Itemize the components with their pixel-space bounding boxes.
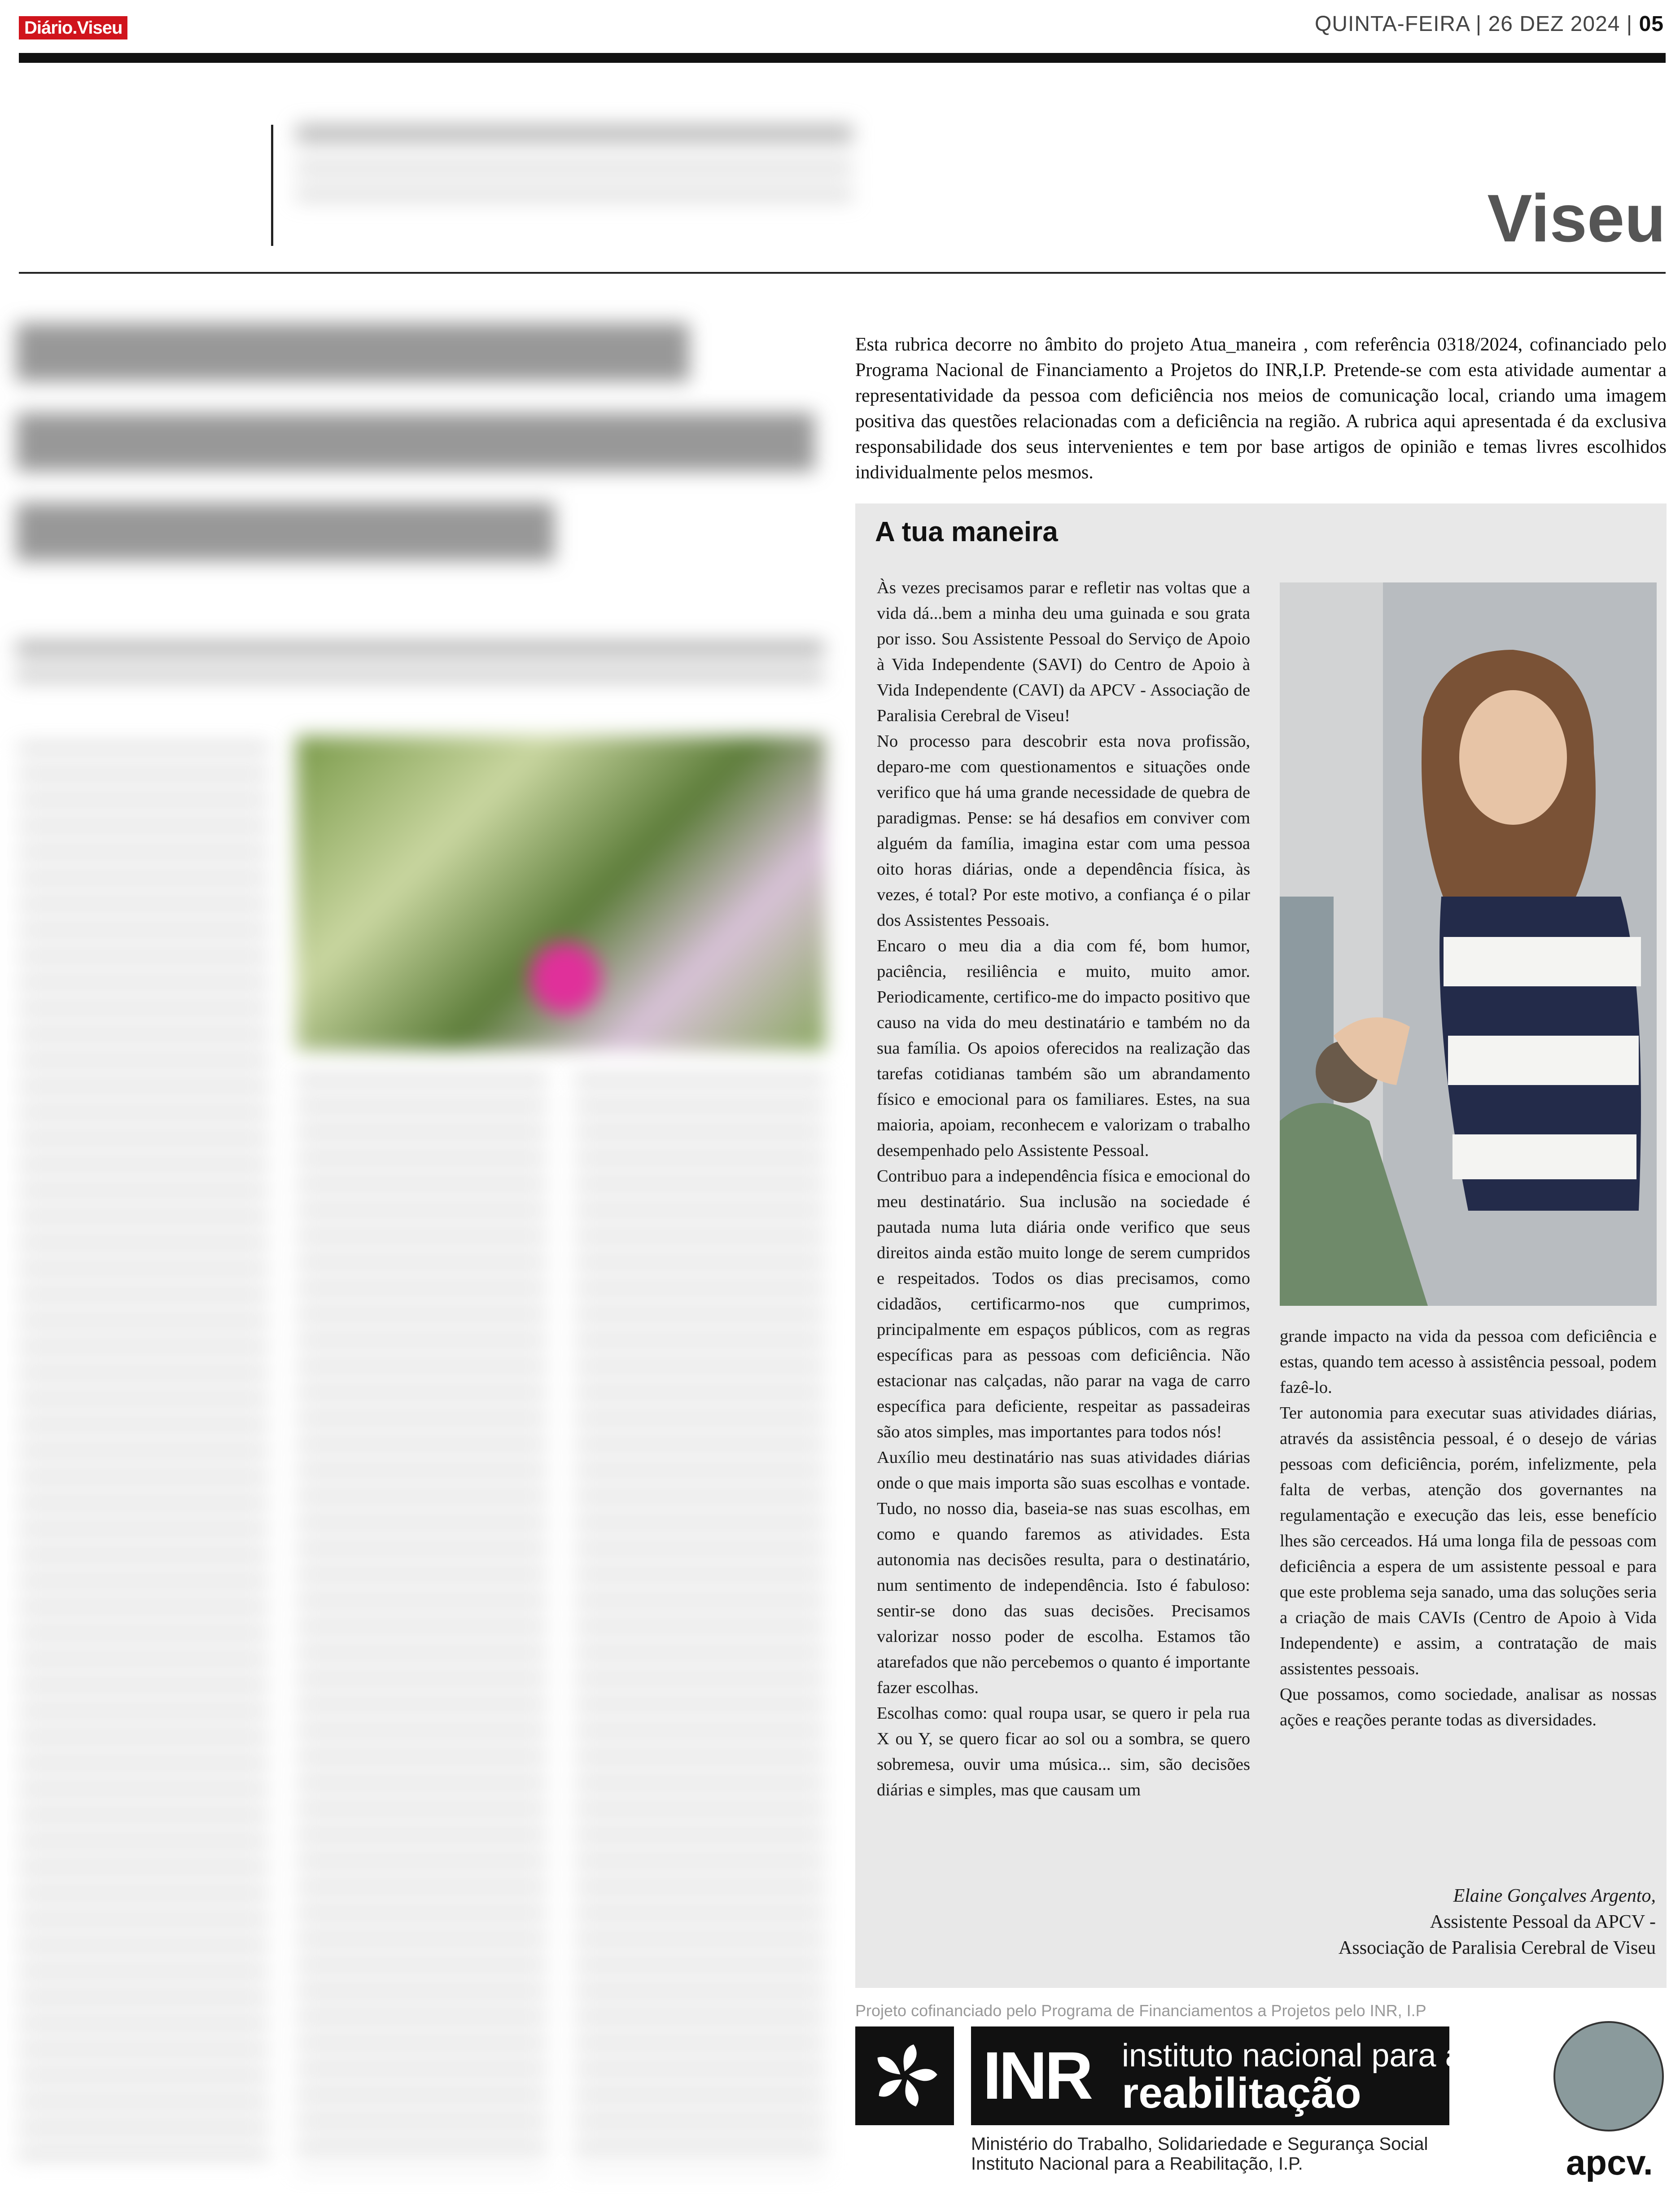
inr-mark: INR [983, 2038, 1091, 2113]
article-title: A tua maneira [875, 516, 1058, 547]
separator: | [1626, 12, 1633, 36]
section-title: Viseu [1487, 180, 1666, 256]
paragraph: Encaro o meu dia a dia com fé, bom humor, paciência, resiliência e muito, muito amor. Periodicamente, certifico-me do impacto positivo que causo na vida do meu destinatário e também no da sua família. Os apoios oferecidos na realização das tarefas cotidianas também são um abrandamento físico e emocional para os familiares. Estes, na sua maioria, apoiam, reconhecem e valorizam o trabalho desempenhado pelo Assistente Pessoal. [877, 937, 1250, 1160]
apcv-logo-emblem [1553, 2021, 1664, 2131]
masthead-logo[interactable]: Diário.Viseu [19, 16, 127, 39]
vertical-divider [271, 125, 273, 246]
article-column-1 [877, 575, 1250, 1803]
author-signature [1339, 1883, 1656, 1961]
separator: | [1475, 12, 1482, 36]
blurred-teaser [296, 120, 853, 255]
header-dateline [1315, 12, 1664, 36]
article-column-2 [1280, 1324, 1657, 1733]
author-role: Assistente Pessoal da APCV - [1430, 1912, 1656, 1932]
inr-name-line-2: reabilitação [1122, 2069, 1361, 2117]
ministry-line-2: Instituto Nacional para a Reabilitação, I.P. [971, 2154, 1303, 2174]
paragraph: Que possamos, como sociedade, analisar as nossas ações e reações perante todas as diversidades. [1280, 1685, 1657, 1729]
date: 26 DEZ 2024 [1488, 12, 1620, 36]
weekday: QUINTA-FEIRA [1314, 12, 1470, 36]
blurred-headline [16, 323, 815, 574]
government-logo [855, 2026, 954, 2125]
cofinance-note: Projeto cofinanciado pelo Programa de Financiamentos a Projetos pelo INR, I.P [855, 2001, 1426, 2020]
paragraph: Auxílio meu destinatário nas suas atividades diárias onde o que mais importa são suas escolhas e vontade. Tudo, no nosso dia, baseia-se nas suas escolhas, em como e quando faremos as atividades. Esta autonomia nas decisões resulta, para o destinatário, num sentimento de independência. Isto é fabuloso: sentir-se dono das suas decisões. Precisamos valorizar nosso poder de escolha. Estamos tão atarefados que não percebemos o quanto é importante fazer escolhas. [877, 1448, 1250, 1697]
intro-note: Esta rubrica decorre no âmbito do projeto Atua_maneira , com referência 0318/2024, cofinanciado pelo Programa Nacional de Financiamento a Projetos do INR,I.P. Pretende-se com esta atividade aumentar a representatividade da pessoa com deficiência nos meios de comunicação local, criando uma imagem positiva das questões relacionadas com a deficiência na região. A rubrica aqui apresentada é da exclusiva responsabilidade dos seus intervenientes e tem por base artigos de opinião e temas livres escolhidos individualmente pelos mesmos. [855, 334, 1667, 483]
author-organization: Associação de Paralisia Cerebral de Viseu [1339, 1938, 1656, 1958]
header-rule [19, 53, 1666, 63]
page-number: 05 [1639, 12, 1664, 36]
blurred-column [574, 1077, 826, 2172]
blurred-photo [296, 736, 826, 1050]
paragraph: Às vezes precisamos parar e refletir nas voltas que a vida dá...bem a minha deu uma guinada e sou grata por isso. Sou Assistente Pessoal do Serviço de Apoio à Vida Independente (SAVI) do Centro de Apoio à Vida Independente (CAVI) da APCV - Associação de Paralisia Cerebral de Viseu! [877, 578, 1250, 725]
author-name: Elaine Gonçalves Argento, [1453, 1886, 1656, 1906]
paragraph: grande impacto na vida da pessoa com deficiência e estas, quando tem acesso à assistência pessoal, podem fazê-lo. [1280, 1327, 1657, 1397]
blurred-column [18, 745, 269, 2172]
apcv-logo-text: apcv. [1566, 2143, 1653, 2182]
blurred-column [296, 1077, 547, 2172]
article-photo [1280, 582, 1657, 1306]
paragraph: Contribuo para a independência física e emocional do meu destinatário. Sua inclusão na sociedade é pautada numa luta diária onde verifico que seus direitos ainda estão muito longe de serem cumpridos e respeitados. Todos os dias precisamos, como cidadãos, certificarmo-nos que cumprimos, principalmente em espaços públicos, com as regras específicas para as pessoas com deficiência. Não estacionar nas calçadas, não parar na vaga de carro específica para deficiente, respeitar as passadeiras são atos simples, mas importantes para todos nós! [877, 1167, 1250, 1441]
section-rule [19, 272, 1666, 274]
ministry-line-1: Ministério do Trabalho, Solidariedade e Segurança Social [971, 2134, 1428, 2154]
paragraph: Ter autonomia para executar suas atividades diárias, através da assistência pessoal, é o desejo de várias pessoas com deficiência, porém, infelizmente, pela falta de verbas, atenção dos governantes na regulamentação e execução das leis, esse benefício lhes são cerceados. Há uma longa fila de pessoas com deficiência a espera de um assistente pessoal e para que este problema seja sanado, uma das soluções seria a criação de mais CAVIs (Centro de Apoio à Vida Independente) e assim, a contratação de mais assistentes pessoais. [1280, 1404, 1657, 1678]
paragraph: Escolhas como: qual roupa usar, se quero ir pela rua X ou Y, se quero ficar ao sol ou a sombra, se quero sobremesa, ouvir uma música... sim, são decisões diárias e simples, mas que causam um [877, 1704, 1250, 1799]
blurred-lead [16, 642, 824, 696]
paragraph: No processo para descobrir esta nova profissão, deparo-me com questionamentos e situações onde verifico que há uma grande necessidade de quebra de paradigmas. Pense: se há desafios em conviver com alguém da família, imagina estar com uma pessoa oito horas diárias, onde a dependência física, às vezes, é total? Por este motivo, a confiança é o pilar dos Assistentes Pessoais. [877, 732, 1250, 930]
pinwheel-icon [855, 2026, 954, 2125]
inr-name-line-1: instituto nacional para a [1122, 2038, 1463, 2074]
